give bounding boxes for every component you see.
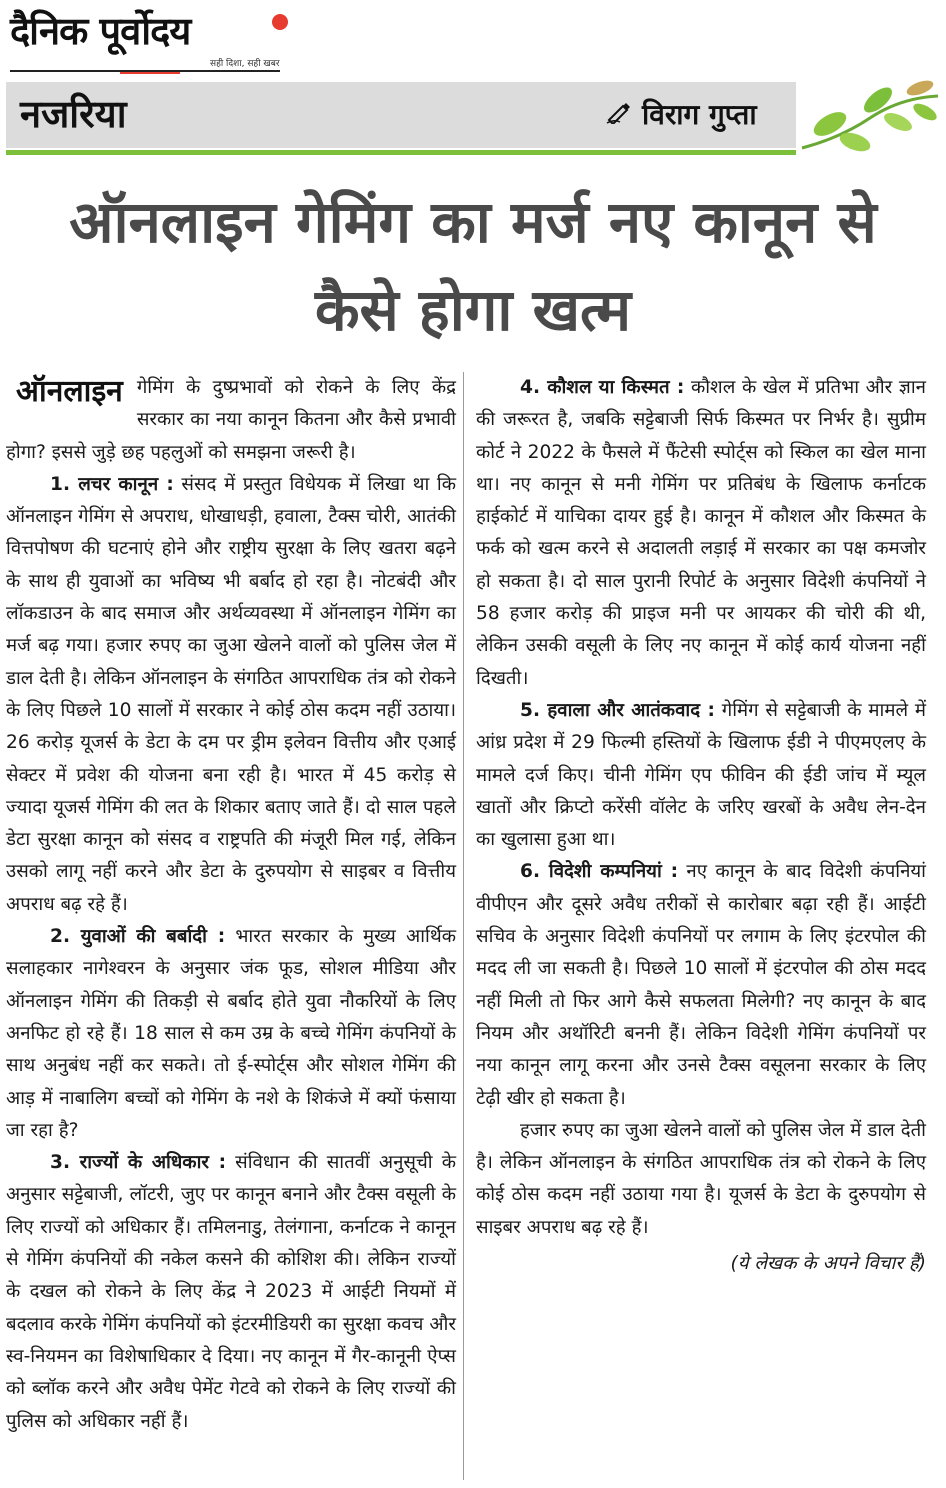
paragraph-3 — [6, 1147, 456, 1438]
paragraph-5-heading: 5. हवाला और आतंकवाद : — [520, 699, 715, 721]
masthead-tagline: सही दिशा, सही खबर — [210, 59, 280, 69]
intro-paragraph — [6, 372, 456, 469]
masthead-title: दैनिक पूर्वोदय — [10, 9, 191, 53]
paragraph-2-heading: 2. युवाओं की बर्बादी : — [50, 926, 226, 948]
intro-text: गेमिंग के दुष्प्रभावों को रोकने के लिए केंद्र सरकार का नया कानून कितना और कैसे प्रभावी होगा? इससे जुड़े छह पहलुओं को समझना जरूरी है। — [6, 377, 456, 463]
article-column-left — [6, 372, 456, 1438]
article-headline: ऑनलाइन गेमिंग का मर्ज नए कानून से कैसे होगा खत्म — [69, 188, 877, 344]
paragraph-6 — [476, 856, 926, 1114]
intro-dropword: ऑनलाइन — [16, 374, 123, 409]
paragraph-1-heading: 1. लचर कानून : — [50, 473, 174, 495]
column-divider — [463, 372, 464, 1480]
paragraph-6-heading: 6. विदेशी कम्पनियां : — [520, 861, 679, 883]
masthead-rule-accent — [120, 72, 180, 74]
paragraph-5 — [476, 695, 926, 856]
paragraph-5-text: गेमिंग से सट्टेबाजी के मामले में आंध्र प्रदेश में 29 फिल्मी हस्तियों के खिलाफ ईडी ने पीएमएलए के मामले दर्ज किए। चीनी गेमिंग एप फीविन की ईडी जांच में म्यूल खातों और क्रिप्टो करेंसी वॉलेट के जरिए खरबों के अवैध लेन-देन का खुलासा हुआ था। — [476, 699, 926, 851]
paragraph-3-heading: 3. राज्यों के अधिकार : — [50, 1152, 227, 1174]
article-column-right — [476, 372, 926, 1280]
paragraph-1-text: संसद में प्रस्तुत विधेयक में लिखा था कि ऑनलाइन गेमिंग से अपराध, धोखाधड़ी, हवाला, टैक्स चोरी, आतंकी वित्तपोषण की घटनाएं होने और राष्ट्रीय सुरक्षा के लिए खतरा बढ़ने के साथ ही युवाओं का भविष्य भी बर्बाद हो रहा है। नोटबंदी और लॉकडाउन के बाद समाज और अर्थव्यवस्था में ऑनलाइन गेमिंग का मर्ज बढ़ गया। हजार रुपए का जुआ खेलने वालों को पुलिस जेल में डाल देती है। लेकिन ऑनलाइन के संगठित आपराधिक तंत्र को रोकने के लिए पिछले 10 सालों में सरकार ने कोई ठोस कदम नहीं उठाया। 26 करोड़ यूजर्स के डेटा के दम पर ड्रीम इलेवन वित्तीय और एआई सेक्टर में प्रवेश की योजना बना रही है। भारत में 45 करोड़ से ज्यादा यूजर्स गेमिंग की लत के शिकार बताए जाते हैं। दो साल पहले डेटा सुरक्षा कानून को संसद व राष्ट्रपति की मंजूरी मिल गई, लेकिन उसको लागू नहीं करने और डेटा के दुरुपयोग से साइबर व वित्तीय अपराध बढ़ रहे हैं। — [6, 473, 456, 915]
masthead-logo-dot — [272, 14, 288, 30]
paragraph-4-text: कौशल के खेल में प्रतिभा और ज्ञान की जरूरत है, जबकि सट्टेबाजी सिर्फ किस्मत पर निर्भर है। सुप्रीम कोर्ट ने 2022 के फैसले में फैंटेसी स्पोर्ट्स को स्किल का खेल माना था। नए कानून से मनी गेमिंग पर प्रतिबंध के खिलाफ कर्नाटक हाईकोर्ट में याचिका दायर हुई है। कानून में कौशल और किस्मत के फर्क को खत्म करने से अदालती लड़ाई में सरकार का पक्ष कमजोर हो सकता है। दो साल पुरानी रिपोर्ट के अनुसार विदेशी कंपनियों ने 58 हजार करोड़ की प्राइज मनी पर आयकर की चोरी की थी, लेकिन उसकी वसूली के लिए नए कानून में कोई कार्य योजना नहीं दिखती। — [476, 377, 926, 689]
paragraph-2-text: भारत सरकार के मुख्य आर्थिक सलाहकार नागेश्वरन के अनुसार जंक फूड, सोशल मीडिया और ऑनलाइन गेमिंग की तिकड़ी से बर्बाद होते युवा नौकरियों के लिए अनफिट हो रहे हैं। 18 साल से कम उम्र के बच्चे गेमिंग कंपनियों के साथ अनुबंध नहीं कर सकते। तो ई-स्पोर्ट्स और सोशल गेमिंग की आड़ में नाबालिग बच्चों को गेमिंग के नशे के शिकंजे में क्यों फंसाया जा रहा है? — [6, 926, 456, 1141]
author-byline — [606, 98, 757, 132]
paragraph-7: हजार रुपए का जुआ खेलने वालों को पुलिस जेल में डाल देती है। लेकिन ऑनलाइन के संगठित आपराधिक तंत्र को रोकने के लिए कोई ठोस कदम नहीं उठाया गया है। यूजर्स के डेटा के दुरुपयोग से साइबर अपराध बढ़ रहे हैं। — [476, 1119, 926, 1238]
paragraph-6-text: नए कानून के बाद विदेशी कंपनियां वीपीएन और दूसरे अवैध तरीकों से कारोबार बढ़ा रही हैं। आईटी सचिव के अनुसार विदेशी कंपनियों पर लगाम के लिए इंटरपोल की मदद ली जा सकती है। पिछले 10 सालों में इंटरपोल की ठोस मदद नहीं मिली तो फिर आगे कैसे सफलता मिलेगी? नए कानून के बाद नियम और अथॉरिटी बननी हैं। लेकिन विदेशी गेमिंग कंपनियों पर नया कानून लागू करना और उनसे टैक्स वसूलना सरकार के लिए टेढ़ी खीर हो सकता है। — [476, 861, 926, 1109]
author-name: विराग गुप्ता — [642, 98, 757, 131]
paragraph-2 — [6, 921, 456, 1147]
author-disclaimer: (ये लेखक के अपने विचार हैं) — [730, 1253, 926, 1275]
leaf-decoration-icon — [800, 78, 940, 160]
paragraph-3-text: संविधान की सातवीं अनुसूची के अनुसार सट्टेबाजी, लॉटरी, जुए पर कानून बनाने और टैक्स वसूली के लिए राज्यों को अधिकार हैं। तमिलनाडु, तेलंगाना, कर्नाटक ने कानून से गेमिंग कंपनियों की नकेल कसने की कोशिश की। लेकिन राज्यों के दखल को रोकने के लिए केंद्र ने 2023 में आईटी नियमों में बदलाव करके गेमिंग कंपनियों को इंटरमीडियरी का सुरक्षा कवच और स्व-नियमन का विशेषाधिकार दे दिया। नए कानून में गैर-कानूनी ऐप्स को ब्लॉक करने और अवैध पेमेंट गेटवे को रोकने के लिए राज्यों की पुलिस को अधिकार नहीं हैं। — [6, 1152, 456, 1432]
section-rule — [6, 150, 796, 155]
paragraph-4-heading: 4. कौशल या किस्मत : — [520, 377, 685, 398]
section-title: नजरिया — [20, 92, 127, 136]
section-header — [6, 82, 796, 148]
pen-icon — [606, 98, 632, 132]
paragraph-4 — [476, 372, 926, 695]
paragraph-1 — [6, 469, 456, 921]
masthead — [10, 8, 290, 74]
